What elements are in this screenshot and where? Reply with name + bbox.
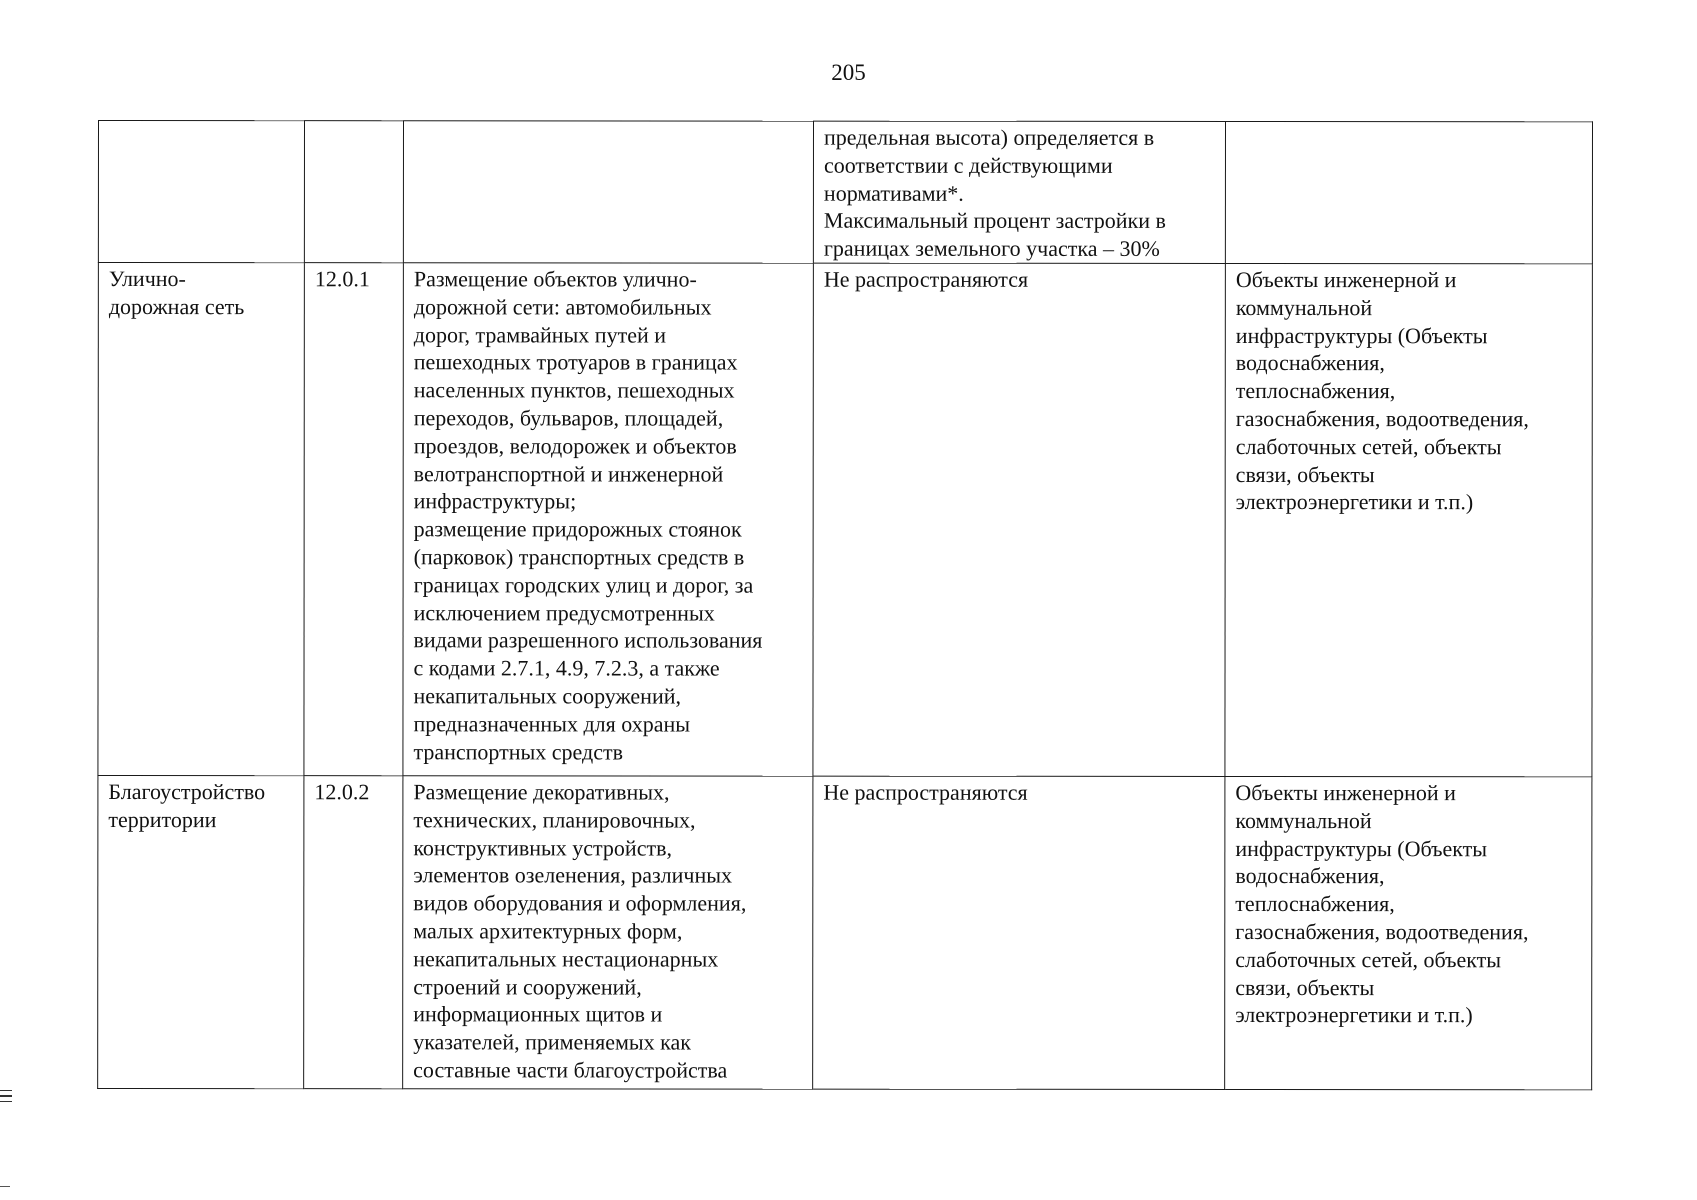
cell-construction-parameters: Не распространяются xyxy=(813,776,1225,1089)
page-number: 205 xyxy=(831,60,866,85)
scan-mark-line xyxy=(0,1101,12,1102)
table-row-street-road-network xyxy=(98,262,1592,776)
scan-mark-line xyxy=(0,1090,12,1091)
cell-use-description xyxy=(403,121,813,263)
table-row-landscaping xyxy=(98,775,1592,1089)
cell-use-description: Размещение декоративных, технических, планировочных, конструктивных устройств, элементов озеленения, различных видов оборудования и оформления, малых архитектурных форм, некапитальных нестационарных строений и сооружений, информационных щитов и указателей, применяемых как составные части благоустройства xyxy=(403,776,813,1089)
cell-use-description: Размещение объектов улично- дорожной сети: автомобильных дорог, трамвайных путей и пешеходных тротуаров в границах населенных пунктов, пешеходных переходов, бульваров, площадей, проездов, велодорожек и объектов велотранспортной и инженерной инфраструктуры; размещение придорожных стоянок (парковок) транспортных средств в границах городских улиц и дорог, за исключением предусмотренных видами разрешенного использования с кодами 2.7.1, 4.9, 7.2.3, а также некапитальных сооружений, предназначенных для охраны транспортных средств xyxy=(403,263,813,776)
cell-use-name xyxy=(98,121,304,263)
cell-use-code: 12.0.2 xyxy=(304,776,403,1089)
cell-use-code xyxy=(304,121,403,263)
cell-use-name: Благоустройство территории xyxy=(98,775,304,1088)
scan-margin-mark xyxy=(0,1090,12,1106)
land-use-table xyxy=(97,120,1593,1090)
cell-auxiliary-uses xyxy=(1225,121,1592,263)
cell-construction-parameters: предельная высота) определяется в соответствии с действующими нормативами*. Максимальный процент застройки в границах земельного участка – 30% xyxy=(813,121,1225,263)
cell-use-name: Улично- дорожная сеть xyxy=(98,262,304,775)
scan-speck xyxy=(0,1186,10,1187)
scan-mark-line xyxy=(0,1095,12,1096)
cell-use-code: 12.0.1 xyxy=(304,263,403,776)
cell-auxiliary-uses: Объекты инженерной и коммунальной инфраструктуры (Объекты водоснабжения, теплоснабжения, газоснабжения, водоотведения, слаботочных сетей, объекты связи, объекты электроэнергетики и т.п.) xyxy=(1225,776,1592,1089)
cell-construction-parameters: Не распространяются xyxy=(813,263,1225,776)
table-row-continuation xyxy=(98,121,1592,264)
cell-auxiliary-uses: Объекты инженерной и коммунальной инфраструктуры (Объекты водоснабжения, теплоснабжения, газоснабжения, водоотведения, слаботочных сетей, объекты связи, объекты электроэнергетики и т.п.) xyxy=(1225,263,1592,776)
